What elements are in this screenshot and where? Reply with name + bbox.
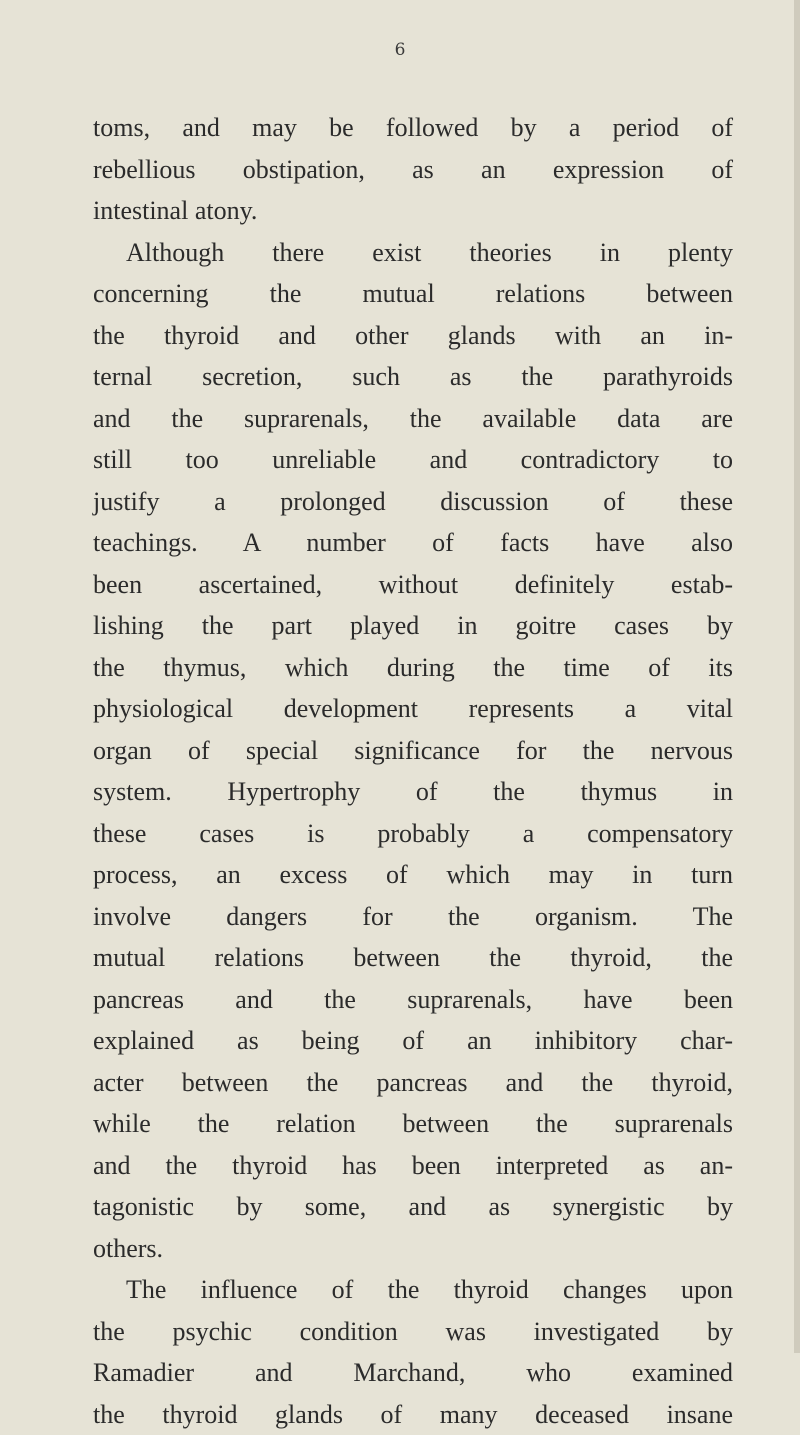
text-line: organ of special significance for the nervous [93,730,733,772]
text-line: Ramadier and Marchand, who examined [93,1352,733,1394]
text-line: and the suprarenals, the available data are [93,398,733,440]
text-line: lishing the part played in goitre cases by [93,605,733,647]
text-line: the psychic condition was investigated by [93,1311,733,1353]
text-line: the thyroid glands of many deceased insane [93,1394,733,1435]
page-number: 6 [0,40,800,60]
text-line: ternal secretion, such as the parathyroids [93,356,733,398]
text-line: concerning the mutual relations between [93,273,733,315]
text-line: explained as being of an inhibitory char- [93,1020,733,1062]
text-line: Although there exist theories in plenty [93,232,733,274]
text-line: tagonistic by some, and as synergistic by [93,1186,733,1228]
text-line: still too unreliable and contradictory to [93,439,733,481]
text-line: physiological development represents a vital [93,688,733,730]
text-line: others. [93,1228,733,1270]
page-edge-shadow [794,0,800,1353]
text-line: while the relation between the suprarenals [93,1103,733,1145]
text-line: and the thyroid has been interpreted as an- [93,1145,733,1187]
text-line: these cases is probably a compensatory [93,813,733,855]
text-line: pancreas and the suprarenals, have been [93,979,733,1021]
text-line: The influence of the thyroid changes upon [93,1269,733,1311]
text-line: the thyroid and other glands with an in- [93,315,733,357]
text-line: toms, and may be followed by a period of [93,107,733,149]
text-line: the thymus, which during the time of its [93,647,733,689]
text-line: mutual relations between the thyroid, the [93,937,733,979]
text-line: justify a prolonged discussion of these [93,481,733,523]
body-text [93,107,733,1435]
text-line: intestinal atony. [93,190,733,232]
text-line: system. Hypertrophy of the thymus in [93,771,733,813]
text-line: been ascertained, without definitely estab- [93,564,733,606]
text-line: teachings. A number of facts have also [93,522,733,564]
text-line: acter between the pancreas and the thyroid, [93,1062,733,1104]
text-line: rebellious obstipation, as an expression of [93,149,733,191]
text-line: process, an excess of which may in turn [93,854,733,896]
text-line: involve dangers for the organism. The [93,896,733,938]
